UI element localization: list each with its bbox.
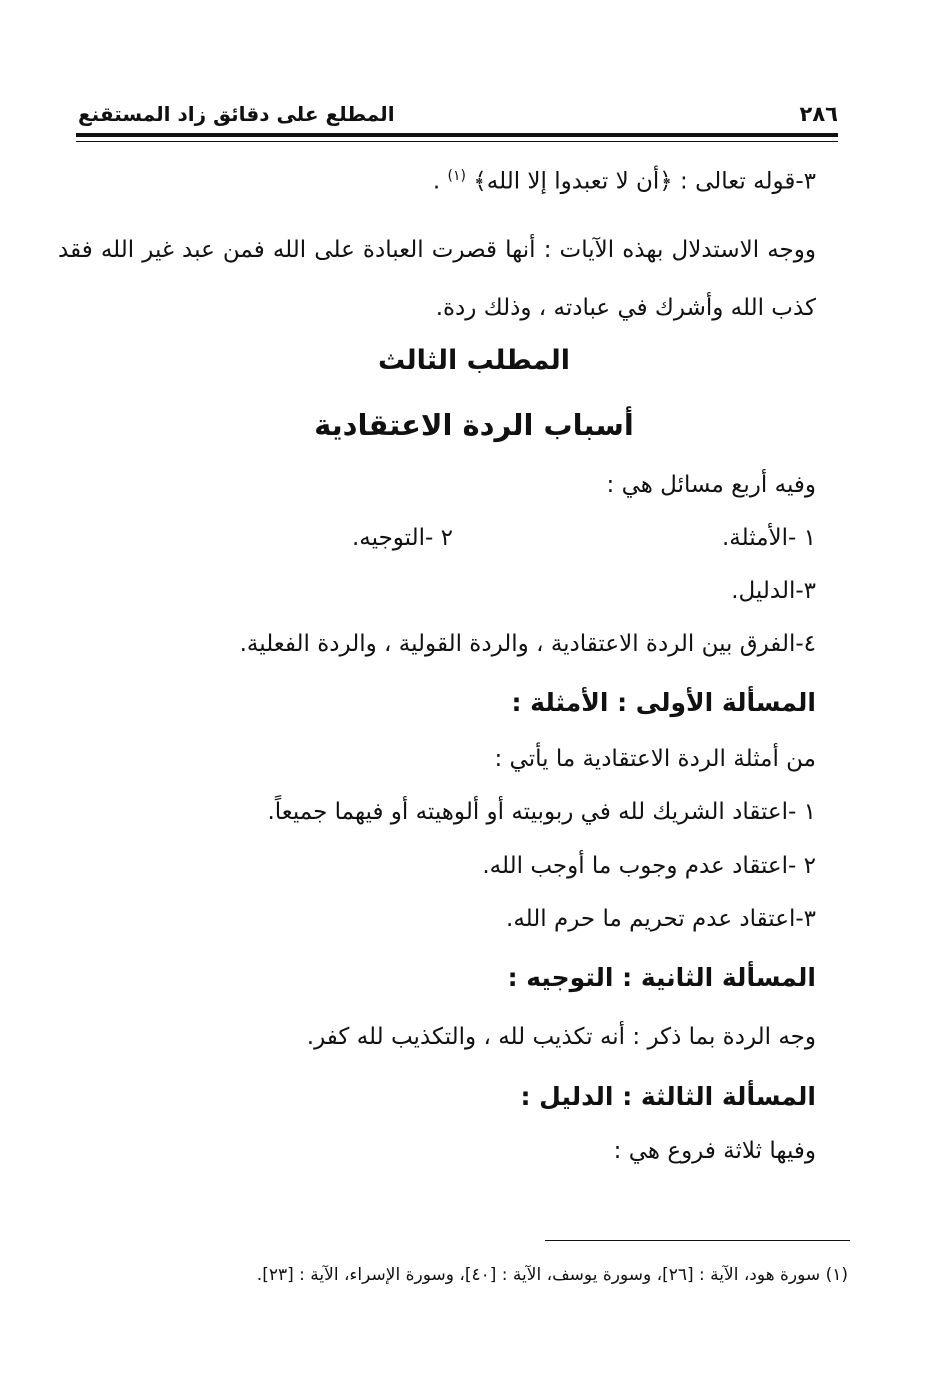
question-3-heading: المسألة الثالثة : الدليل : [520,1082,816,1111]
question-1-item-3: ٣-اعتقاد عدم تحريم ما حرم الله. [506,906,816,932]
intro-line: وفيه أربع مسائل هي : [606,472,816,498]
question-3-intro: وفيها ثلاثة فروع هي : [613,1138,816,1164]
footnote-separator [545,1240,850,1241]
question-2-heading: المسألة الثانية : التوجيه : [507,963,816,992]
issue-3: ٣-الدليل. [731,578,816,604]
question-2-text: وجه الردة بما ذكر : أنه تكذيب لله ، والتكذيب لله كفر. [306,1024,816,1050]
question-1-item-2: ٢ -اعتقاد عدم وجوب ما أوجب الله. [482,853,816,879]
page-header [78,96,838,126]
reasoning-paragraph: ووجه الاستدلال بهذه الآيات : أنها قصرت العبادة على الله فمن عبد غير الله فقد كذب الله وأشرك في عبادته ، وذلك ردة. [58,237,816,321]
header-rule-thin [76,141,838,142]
section-title: المطلب الثالث [377,345,571,376]
question-1-item-1: ١ -اعتقاد الشريك لله في ربوبيته أو ألوهيته أو فيهما جميعاً. [267,799,816,825]
question-1-heading: المسألة الأولى : الأمثلة : [511,688,816,717]
verse-line [433,168,816,195]
verse-line-prefix: ٣-قوله تعالى : [672,168,816,195]
footnote-ref: (١) [447,168,466,184]
question-1-intro: من أمثلة الردة الاعتقادية ما يأتي : [494,746,816,772]
page-number: ٢٨٦ [799,102,838,126]
verse-text: ﴿أن لا تعبدوا إلا الله﴾ [473,168,673,195]
issue-4: ٤-الفرق بين الردة الاعتقادية ، والردة القولية ، والردة الفعلية. [239,631,816,657]
issue-2: ٢ -التوجيه. [352,525,453,551]
verse-end: . [432,168,441,195]
section-subtitle: أسباب الردة الاعتقادية [314,408,634,442]
header-rule-thick [76,133,838,137]
footnote: (١) سورة هود، الآية : [٢٦]، وسورة يوسف، الآية : [٤٠]، وسورة الإسراء، الآية : [٢٣]. [256,1265,848,1285]
running-title: المطلع على دقائق زاد المستقنع [78,102,395,126]
issue-1: ١ -الأمثلة. [722,525,816,551]
